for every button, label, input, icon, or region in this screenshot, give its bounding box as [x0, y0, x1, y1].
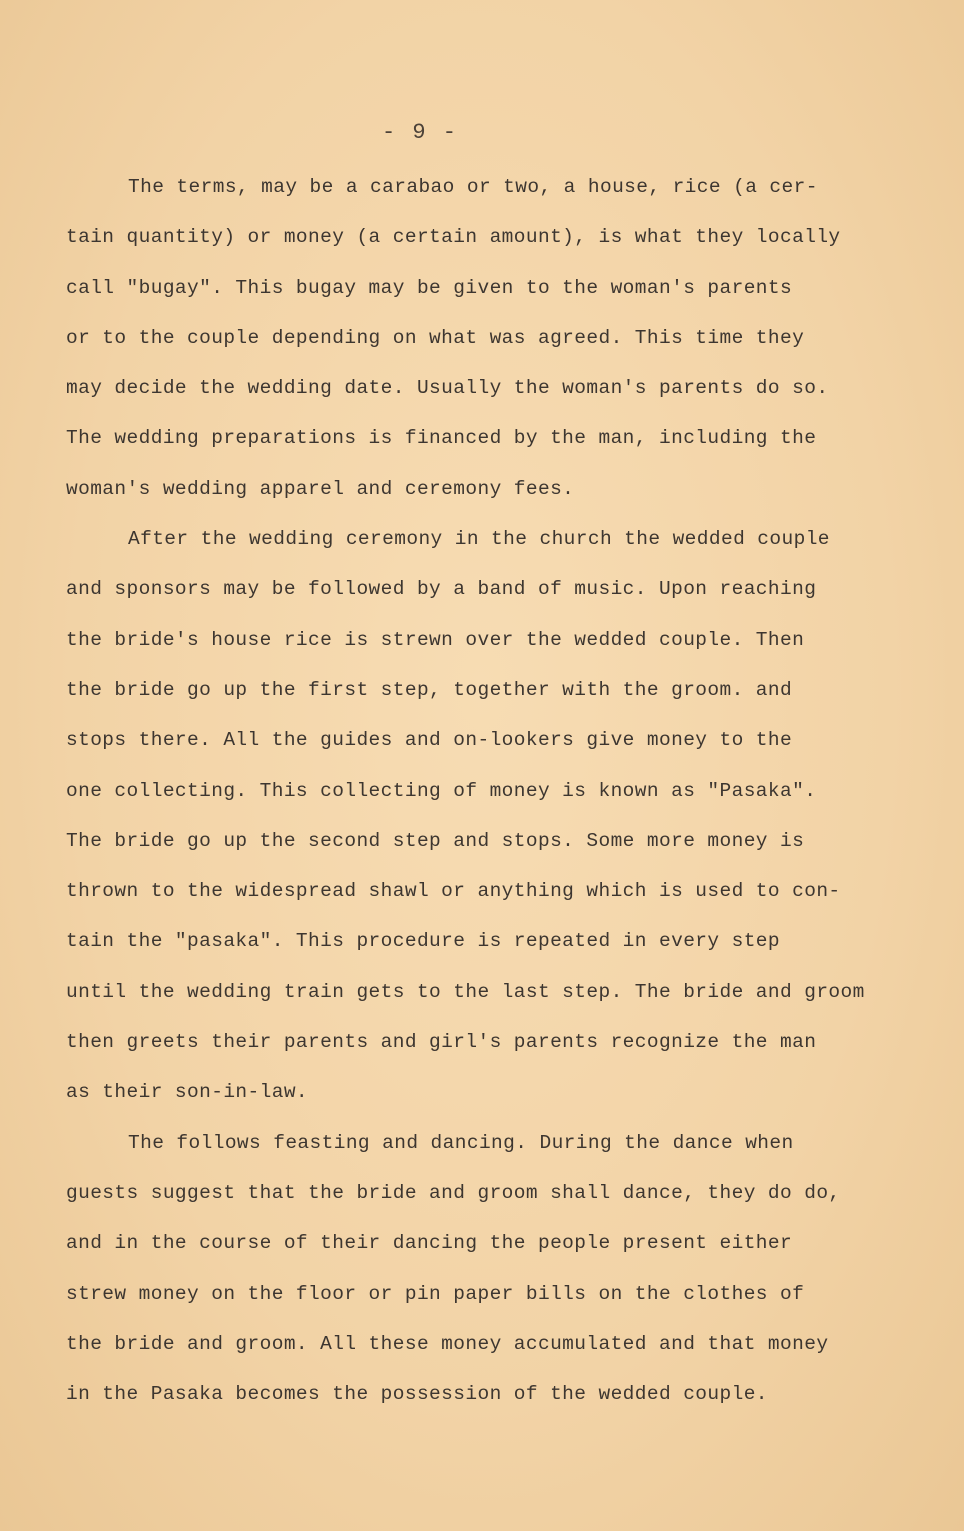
text-line: call "bugay". This bugay may be given to the woman's parents [66, 276, 793, 299]
text-line: in the Pasaka becomes the possession of the wedded couple. [66, 1383, 768, 1406]
paragraph-feasting [66, 1118, 896, 1420]
text-line: The wedding preparations is financed by the man, including the [66, 427, 817, 450]
paragraph-bride-price [66, 162, 896, 514]
text-line: tain the "pasaka". This procedure is repeated in every step [66, 930, 781, 953]
paragraph-pasaka [66, 514, 896, 1118]
text-line: The bride go up the second step and stops. Some more money is [66, 829, 805, 852]
text-line: After the wedding ceremony in the church the wedded couple [128, 528, 830, 551]
body-text [66, 162, 896, 1419]
text-line: stops there. All the guides and on-lookers give money to the [66, 729, 793, 752]
text-line: then greets their parents and girl's parents recognize the man [66, 1031, 817, 1054]
text-line: thrown to the widespread shawl or anything which is used to con- [66, 880, 841, 903]
text-line: and sponsors may be followed by a band of music. Upon reaching [66, 578, 817, 601]
text-line: may decide the wedding date. Usually the woman's parents do so. [66, 377, 829, 400]
text-line: tain quantity) or money (a certain amount), is what they locally [66, 226, 841, 249]
page-number: - 9 - [381, 120, 458, 145]
text-line: The follows feasting and dancing. During the dance when [128, 1131, 794, 1154]
text-line: the bride and groom. All these money accumulated and that money [66, 1332, 829, 1355]
text-line: one collecting. This collecting of money is known as "Pasaka". [66, 779, 817, 802]
text-line: strew money on the floor or pin paper bills on the clothes of [66, 1282, 805, 1305]
text-line: guests suggest that the bride and groom shall dance, they do do, [66, 1181, 841, 1204]
text-line: as their son-in-law. [66, 1081, 309, 1104]
text-line: and in the course of their dancing the people present either [66, 1232, 793, 1255]
text-line: the bride go up the first step, together with the groom. and [66, 678, 793, 701]
text-line: The terms, may be a carabao or two, a house, rice (a cer- [128, 176, 818, 198]
text-line: the bride's house rice is strewn over the wedded couple. Then [66, 628, 805, 651]
text-line: or to the couple depending on what was agreed. This time they [66, 326, 805, 349]
text-line: woman's wedding apparel and ceremony fees. [66, 477, 575, 500]
text-line: until the wedding train gets to the last step. The bride and groom [66, 980, 865, 1003]
